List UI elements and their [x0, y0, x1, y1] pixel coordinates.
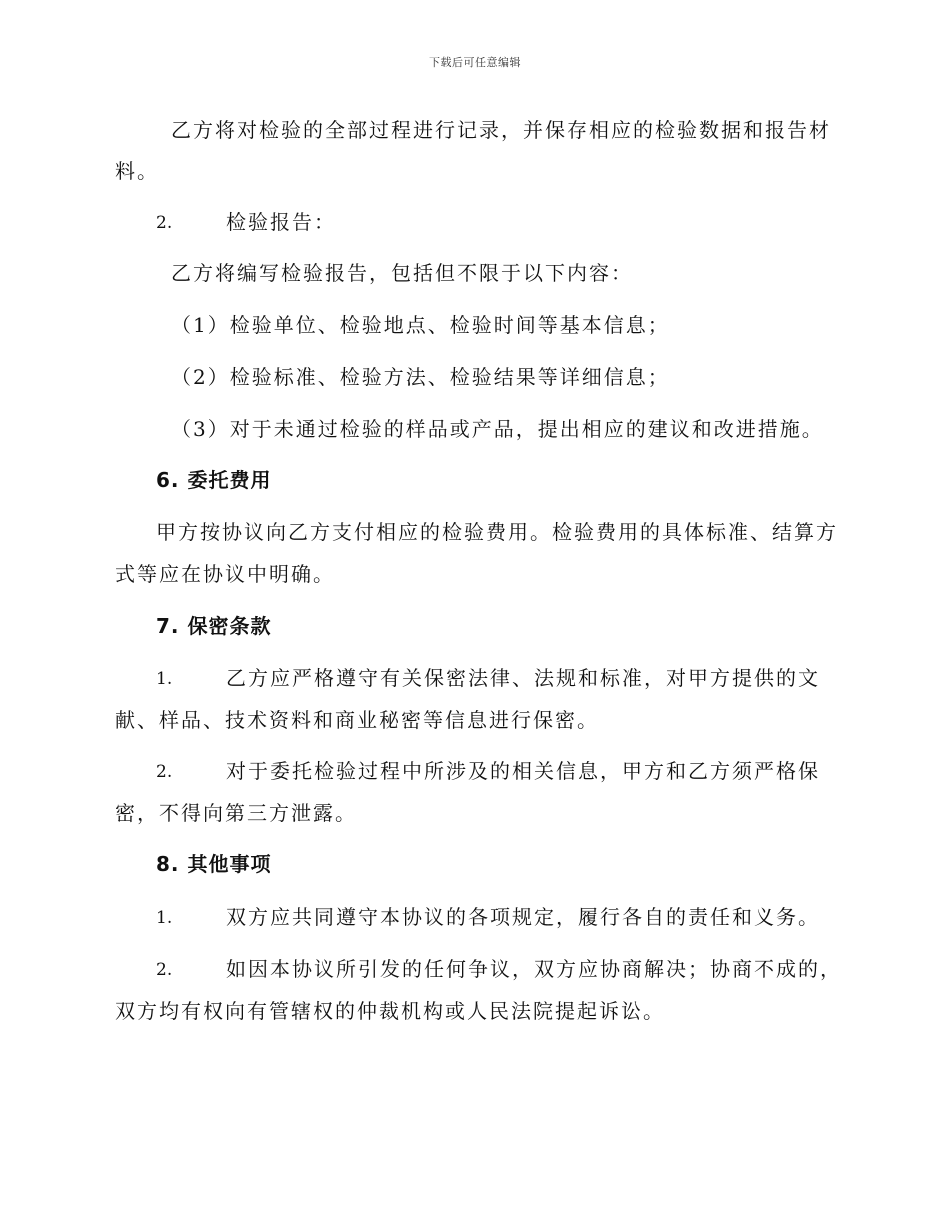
paragraph-line: 甲方按协议向乙方支付相应的检验费用。检验费用的具体标准、结算方: [156, 520, 838, 544]
paragraph-line: 双方应共同遵守本协议的各项规定，履行各自的责任和义务。: [226, 905, 820, 929]
paragraph-line: 献、样品、技术资料和商业秘密等信息进行保密。: [115, 708, 599, 732]
paragraph-line: 乙方应严格遵守有关保密法律、法规和标准，对甲方提供的文: [226, 666, 820, 690]
item-number: 2.: [156, 213, 173, 233]
paragraph-line: 乙方将对检验的全部过程进行记录，并保存相应的检验数据和报告材: [171, 118, 831, 142]
page-header: 下载后可任意编辑: [429, 56, 521, 69]
list-item: （3）对于未通过检验的样品或产品，提出相应的建议和改进措施。: [171, 417, 824, 441]
paragraph-line: 对于委托检验过程中所涉及的相关信息，甲方和乙方须严格保: [226, 759, 820, 783]
item-number: 2.: [156, 762, 173, 782]
section-heading: 7. 保密条款: [156, 614, 272, 638]
item-number: 2.: [156, 960, 173, 980]
section-heading: 6. 委托费用: [156, 468, 272, 492]
item-number: 1.: [156, 669, 173, 689]
list-item: （1）检验单位、检验地点、检验时间等基本信息；: [171, 313, 670, 337]
list-item: （2）检验标准、检验方法、检验结果等详细信息；: [171, 365, 670, 389]
paragraph-line: 如因本协议所引发的任何争议，双方应协商解决；协商不成的，: [226, 957, 842, 981]
item-title: 检验报告：: [226, 210, 336, 234]
paragraph-line: 密，不得向第三方泄露。: [115, 801, 357, 825]
paragraph-line: 双方均有权向有管辖权的仲裁机构或人民法院提起诉讼。: [115, 999, 665, 1023]
paragraph-line: 料。: [115, 159, 159, 183]
paragraph-line: 式等应在协议中明确。: [115, 562, 335, 586]
paragraph-line: 乙方将编写检验报告，包括但不限于以下内容：: [171, 261, 633, 285]
item-number: 1.: [156, 908, 173, 928]
section-heading: 8. 其他事项: [156, 852, 272, 876]
